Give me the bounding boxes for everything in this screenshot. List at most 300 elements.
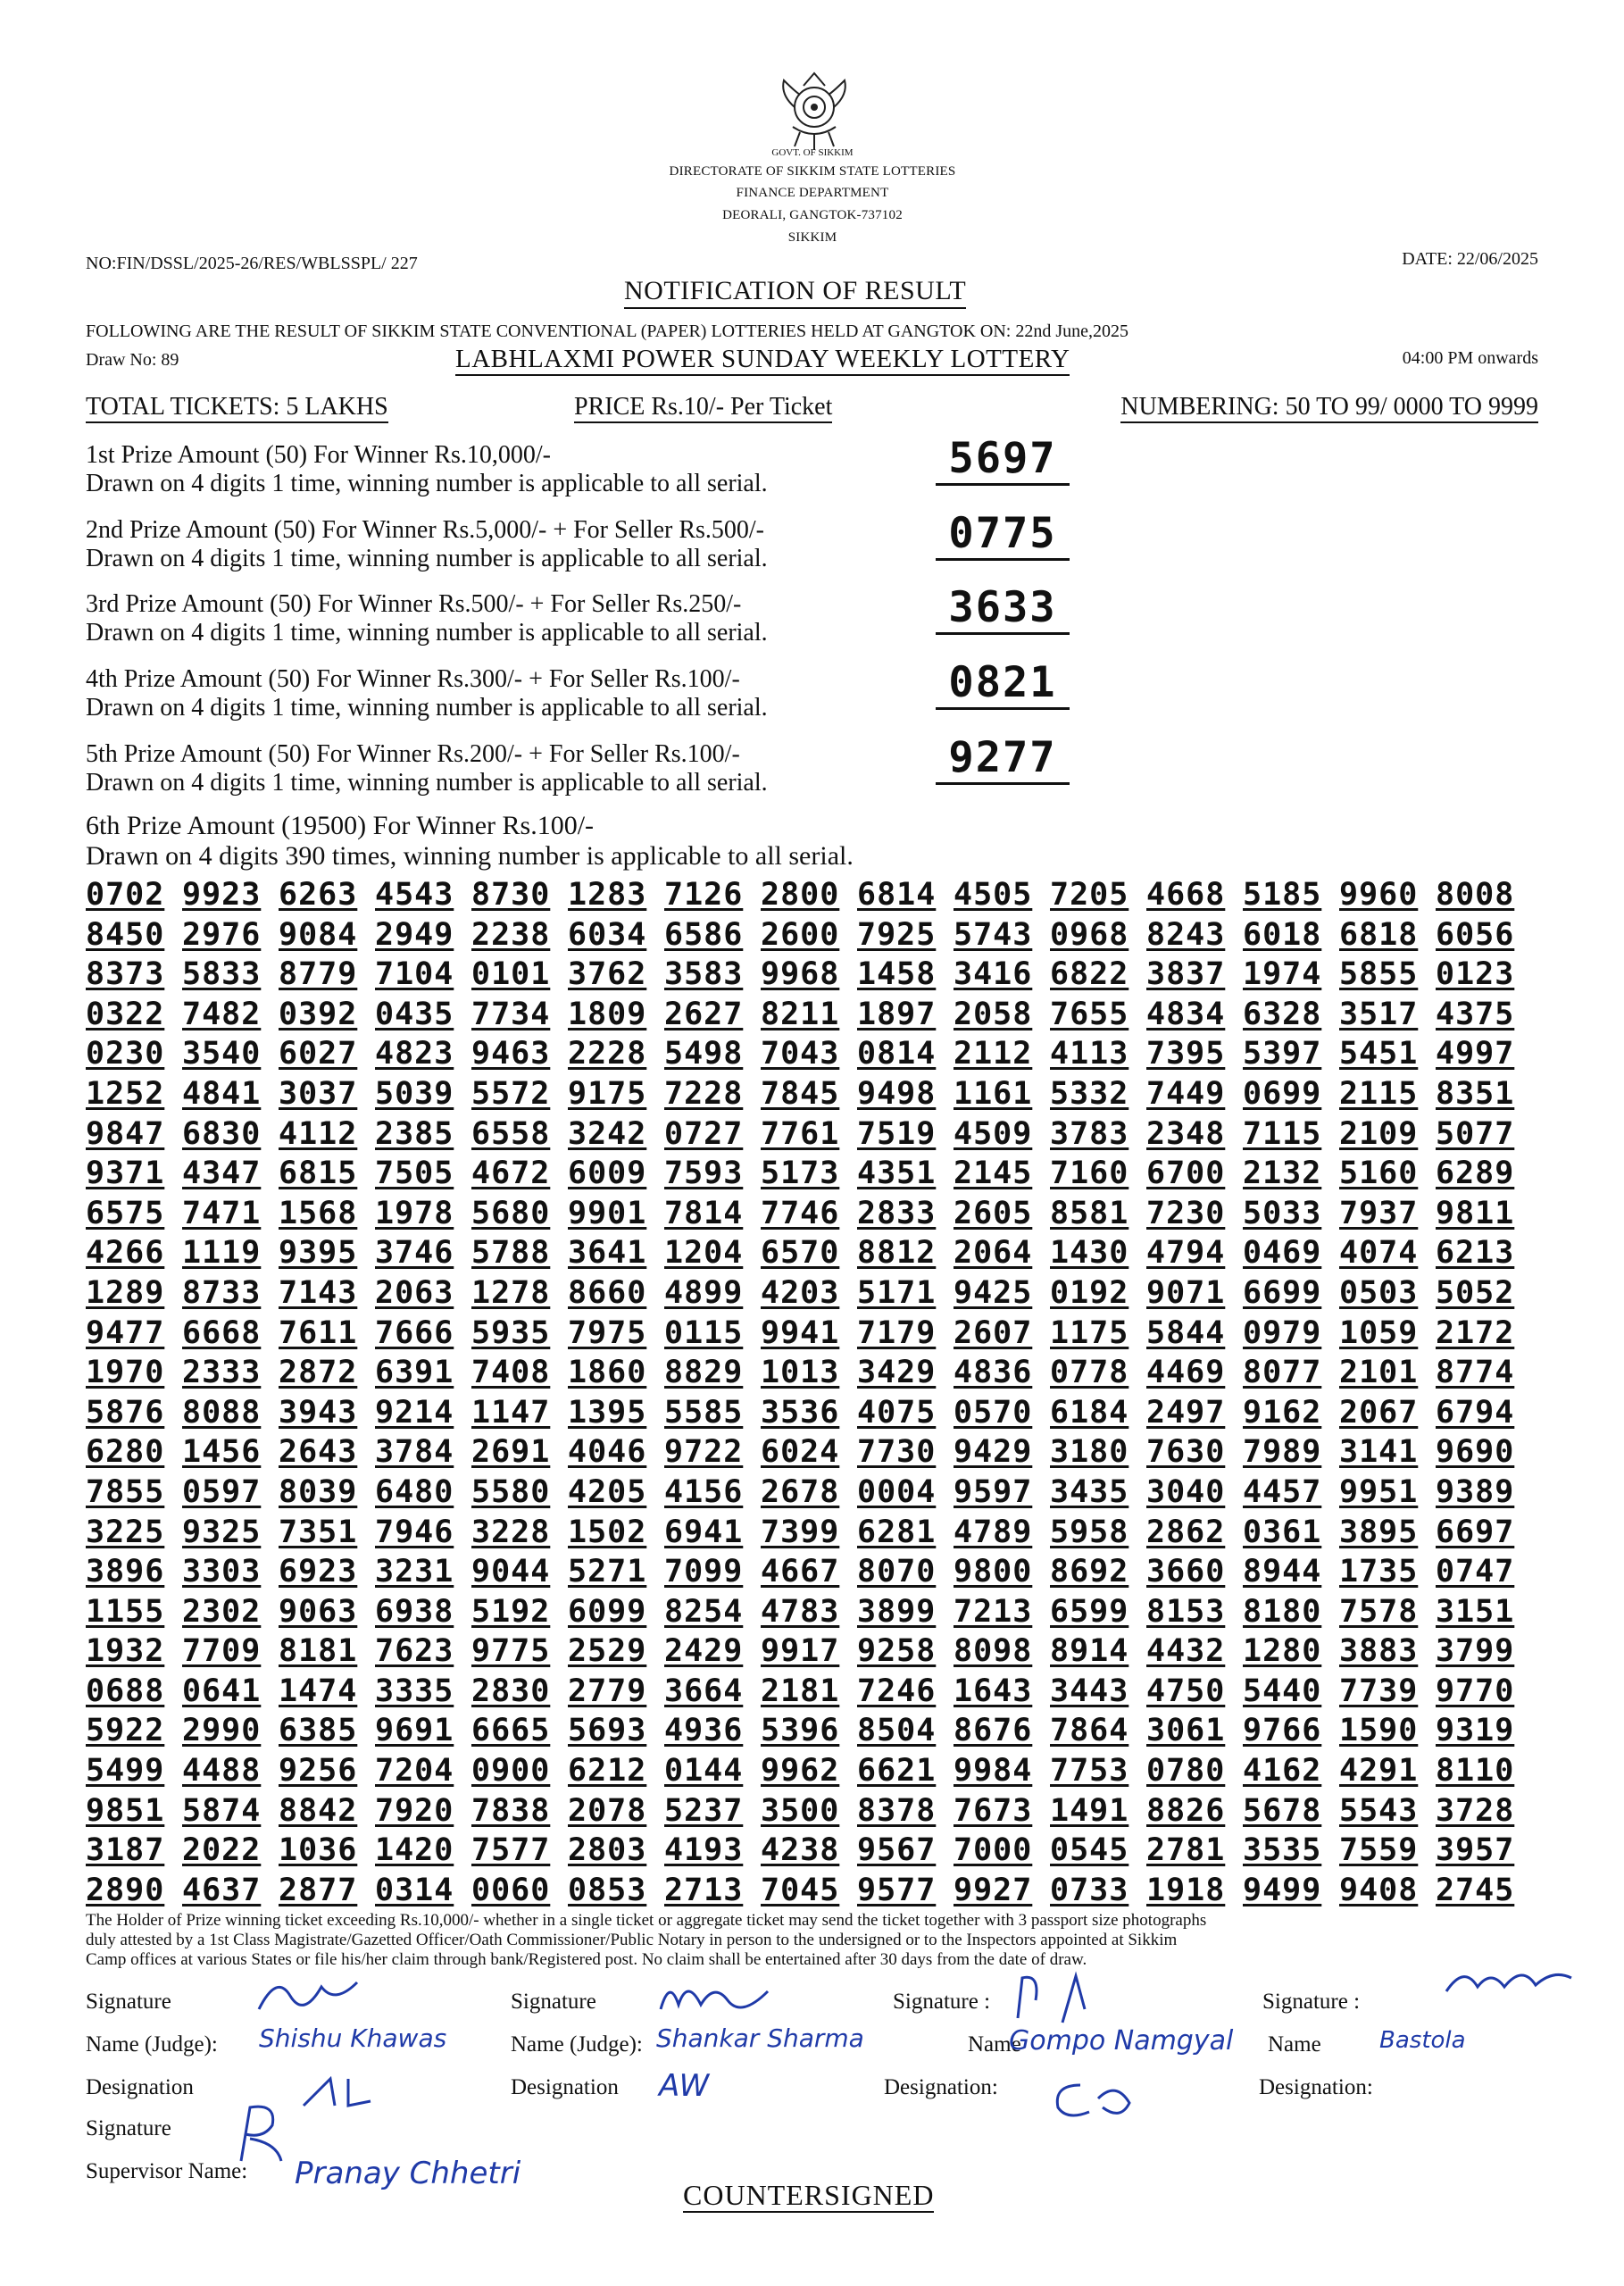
prize-6-winning-number: 3141: [1339, 1434, 1419, 1471]
supervisor-name-label: Supervisor Name:: [86, 2159, 248, 2183]
prize-6-winning-number: 9256: [279, 1753, 358, 1790]
prize-6-winning-number: 0314: [375, 1872, 454, 1908]
prize-6-number-row: [86, 1474, 1532, 1514]
prize-6-winning-number: 7989: [1243, 1434, 1322, 1471]
prize-6-winning-number: 0727: [664, 1115, 744, 1152]
prize-6-winning-number: 5185: [1243, 877, 1322, 913]
prize-6-winning-number: 3443: [1050, 1673, 1129, 1709]
judge3-designation-label: Designation:: [884, 2075, 998, 2099]
prize-6-winning-number: 4834: [1146, 996, 1226, 1032]
prize-6-winning-number: 9463: [471, 1036, 551, 1072]
prize-6-number-row: [86, 1076, 1532, 1116]
prize-6-winning-number: 3180: [1050, 1434, 1129, 1471]
prize-6-winning-number: 1119: [182, 1235, 262, 1272]
prize-6-winning-number: 6794: [1436, 1394, 1515, 1431]
prize-6-winning-number: 8692: [1050, 1554, 1129, 1590]
prize-6-winning-number: 0979: [1243, 1314, 1322, 1351]
prize-6-winning-number: 6212: [568, 1753, 647, 1790]
prize-6-winning-number: 9962: [761, 1753, 840, 1790]
emblem-caption: GOVT. OF SIKKIM: [771, 147, 854, 158]
judge2-handwritten-signature: [652, 1973, 795, 2023]
prize-6-winning-number: 2643: [279, 1434, 358, 1471]
prize-1-rule: Drawn on 4 digits 1 time, winning number is applicable to all serial.: [86, 470, 768, 497]
prize-6-winning-number: 3335: [375, 1673, 454, 1709]
prize-6-winning-number: 8088: [182, 1394, 262, 1431]
prize-6-winning-number: 9214: [375, 1394, 454, 1431]
prize-6-winning-number: 0641: [182, 1673, 262, 1709]
prize-6-winning-number: 7925: [857, 916, 937, 953]
prize-6-winning-number: 7104: [375, 956, 454, 993]
prize-6-winning-number: 6263: [279, 877, 358, 913]
prize-6-winning-number: 7673: [954, 1792, 1033, 1829]
prize-6-number-row: [86, 1235, 1532, 1275]
prize-6-winning-number: 7099: [664, 1554, 744, 1590]
prize-6-winning-number: 3225: [86, 1514, 165, 1550]
prize-6-winning-number: 6480: [375, 1473, 454, 1510]
prize-6-winning-number: 5585: [664, 1394, 744, 1431]
prize-6-number-row: [86, 1873, 1532, 1913]
prize-6-winning-number: 1590: [1339, 1713, 1419, 1749]
prize-6-winning-number: 0115: [664, 1314, 744, 1351]
prize-6-winning-number: 9722: [664, 1434, 744, 1471]
prize-6-winning-number: 3799: [1436, 1633, 1515, 1670]
prize-6-winning-number: 7855: [86, 1473, 165, 1510]
prize-6-winning-number: 7666: [375, 1314, 454, 1351]
prize-6-winning-number: 2115: [1339, 1075, 1419, 1112]
prize-6-winning-number: 6099: [568, 1593, 647, 1630]
prize-6-winning-number: 9770: [1436, 1673, 1515, 1709]
prize-6-winning-number: 1568: [279, 1195, 358, 1231]
prize-6-winning-number: 1155: [86, 1593, 165, 1630]
prize-6-winning-number: 6391: [375, 1355, 454, 1391]
prize-6-winning-number: 4899: [664, 1274, 744, 1311]
prize-6-winning-number: 8098: [954, 1633, 1033, 1670]
prize-6-winning-number: 7864: [1050, 1713, 1129, 1749]
prize-6-winning-number: 1283: [568, 877, 647, 913]
prize-2-description: [86, 516, 907, 573]
prize-6-winning-number: 4488: [182, 1753, 262, 1790]
prize-6-winning-number: 2678: [761, 1473, 840, 1510]
prize-6-winning-number: 2172: [1436, 1314, 1515, 1351]
prize-6-number-row: [86, 1713, 1532, 1753]
prize-6-winning-number: 1059: [1339, 1314, 1419, 1351]
prize-6-winning-number: 5922: [86, 1713, 165, 1749]
prize-6-winning-number: 1147: [471, 1394, 551, 1431]
prize-6-winning-number: 7471: [182, 1195, 262, 1231]
prize-6-winning-number: 7975: [568, 1314, 647, 1351]
prize-6-number-row: [86, 1673, 1532, 1714]
prize-6-winning-number: 6815: [279, 1156, 358, 1192]
prize-6-winning-number: 9498: [857, 1075, 937, 1112]
header-line-address: DEORALI, GANGTOK-737102: [722, 208, 903, 222]
prize-6-winning-number: 3664: [664, 1673, 744, 1709]
prize-6-number-row: [86, 1196, 1532, 1236]
prize-6-winning-number: 5192: [471, 1593, 551, 1630]
prize-4-winning-number: 0821: [936, 659, 1070, 710]
prize-6-winning-number: 9851: [86, 1792, 165, 1829]
prize-6-winning-number: 6700: [1146, 1156, 1226, 1192]
prize-6-winning-number: 7559: [1339, 1832, 1419, 1869]
prize-6-winning-number: 5844: [1146, 1314, 1226, 1351]
prize-3-winning-number: 3633: [936, 584, 1070, 635]
prize-6-winning-number: 4841: [182, 1075, 262, 1112]
prize-6-winning-number: 7126: [664, 877, 744, 913]
prize-3-amount: 3rd Prize Amount (50) For Winner Rs.500/- + For Seller Rs.250/-: [86, 590, 742, 618]
prize-6-winning-number: 6621: [857, 1753, 937, 1790]
prize-6-winning-number: 9968: [761, 956, 840, 993]
prize-6-winning-number: 7937: [1339, 1195, 1419, 1231]
prize-6-winning-number: 4203: [761, 1274, 840, 1311]
prize-6-winning-number: 3784: [375, 1434, 454, 1471]
prize-6-winning-number: 5680: [471, 1195, 551, 1231]
prize-6-winning-number: 7395: [1146, 1036, 1226, 1072]
prize-6-winning-number: 2333: [182, 1355, 262, 1391]
prize-6-winning-number: 8842: [279, 1792, 358, 1829]
prize-6-winning-number: 8779: [279, 956, 358, 993]
prize-6-winning-number: 7043: [761, 1036, 840, 1072]
prize-6-winning-number: 8581: [1050, 1195, 1129, 1231]
prize-6-winning-number: 8243: [1146, 916, 1226, 953]
prize-6-winning-number: 5396: [761, 1713, 840, 1749]
prize-6-winning-number: 0144: [664, 1753, 744, 1790]
prize-1-description: [86, 441, 907, 498]
prize-6-winning-number: 3242: [568, 1115, 647, 1152]
prize-6-winning-number: 4074: [1339, 1235, 1419, 1272]
prize-6-winning-number: 4351: [857, 1156, 937, 1192]
prize-6-winning-number: 1932: [86, 1633, 165, 1670]
prize-6-winning-number: 4113: [1050, 1036, 1129, 1072]
prize-6-winning-number: 2833: [857, 1195, 937, 1231]
prize-6-number-row: [86, 1395, 1532, 1435]
prize-6-winning-number: 3416: [954, 956, 1033, 993]
judge2-name-label: Name (Judge):: [511, 2032, 643, 2057]
prize-6-number-row: [86, 1753, 1532, 1793]
prize-6-winning-number: 8826: [1146, 1792, 1226, 1829]
prize-6-winning-number: 5572: [471, 1075, 551, 1112]
prize-6-number-row: [86, 917, 1532, 957]
prize-6-winning-number: 2600: [761, 916, 840, 953]
prize-6-winning-number: 2803: [568, 1832, 647, 1869]
prize-6-winning-number: 1280: [1243, 1633, 1322, 1670]
prize-6-winning-number: 4836: [954, 1355, 1033, 1391]
draw-time: 04:00 PM onwards: [1402, 348, 1538, 368]
prize-6-winning-number: 2101: [1339, 1355, 1419, 1391]
prize-6-winning-number: 7045: [761, 1872, 840, 1908]
prize-6-number-row: [86, 1832, 1532, 1873]
prize-6-winning-number: 5498: [664, 1036, 744, 1072]
prize-6-winning-number: 8914: [1050, 1633, 1129, 1670]
judge3-handwritten-name: Gompo Namgyal: [1009, 2025, 1234, 2057]
prize-6-winning-number: 6558: [471, 1115, 551, 1152]
prize-6-winning-number: 7739: [1339, 1673, 1419, 1709]
prize-6-winning-number: 6024: [761, 1434, 840, 1471]
header-line-directorate: DIRECTORATE OF SIKKIM STATE LOTTERIES: [669, 164, 956, 179]
prize-6-winning-number: 7000: [954, 1832, 1033, 1869]
prize-5-amount: 5th Prize Amount (50) For Winner Rs.200/- + For Seller Rs.100/-: [86, 740, 740, 768]
prize-6-number-row: [86, 1554, 1532, 1594]
prize-6-winning-number: 7655: [1050, 996, 1129, 1032]
prize-1-winning-number: 5697: [936, 435, 1070, 486]
prize-6-winning-number: 3429: [857, 1355, 937, 1391]
supervisor-handwritten-name: Pranay Chhetri: [295, 2156, 521, 2191]
prize-6-winning-number: 2990: [182, 1713, 262, 1749]
prize-6-winning-number: 1430: [1050, 1235, 1129, 1272]
judge2-designation-label: Designation: [511, 2075, 619, 2099]
prize-6-winning-number: 0778: [1050, 1355, 1129, 1391]
prize-6-winning-number: 6814: [857, 877, 937, 913]
prize-6-winning-number: 2830: [471, 1673, 551, 1709]
prize-6-winning-number: 1978: [375, 1195, 454, 1231]
prize-6-winning-number: 1809: [568, 996, 647, 1032]
prize-6-winning-number: 4750: [1146, 1673, 1226, 1709]
prize-6-winning-number: 2228: [568, 1036, 647, 1072]
claim-notice-line: The Holder of Prize winning ticket exceeding Rs.10,000/- whether in a single ticket or aggregate ticket may send the ticket together with 3 passport size photographs: [86, 1911, 1207, 1930]
prize-6-number-row: [86, 1116, 1532, 1156]
prize-6-winning-number: 7228: [664, 1075, 744, 1112]
prize-6-winning-number: 2302: [182, 1593, 262, 1630]
prize-6-winning-number: 7630: [1146, 1434, 1226, 1471]
header-line-department: FINANCE DEPARTMENT: [736, 186, 889, 200]
prize-6-winning-number: 3037: [279, 1075, 358, 1112]
prize-6-winning-number: 6184: [1050, 1394, 1129, 1431]
prize-6-winning-number: 2238: [471, 916, 551, 953]
prize-6-winning-number: 9597: [954, 1473, 1033, 1510]
prize-6-winning-number: 7753: [1050, 1753, 1129, 1790]
prize-6-winning-number: 9389: [1436, 1473, 1515, 1510]
prize-6-winning-number: 6034: [568, 916, 647, 953]
prize-6-winning-number: 7399: [761, 1514, 840, 1550]
prize-6-amount: 6th Prize Amount (19500) For Winner Rs.100/-: [86, 811, 595, 840]
prize-6-winning-number: 9984: [954, 1753, 1033, 1790]
prize-6-winning-number: 7734: [471, 996, 551, 1032]
prize-6-winning-number: 9811: [1436, 1195, 1515, 1231]
prize-6-winning-number: 2800: [761, 877, 840, 913]
prize-3-rule: Drawn on 4 digits 1 time, winning number is applicable to all serial.: [86, 619, 768, 647]
judge2-handwritten-designation: AW: [659, 2068, 710, 2104]
prize-6-winning-number: 7814: [664, 1195, 744, 1231]
prize-6-winning-number: 2181: [761, 1673, 840, 1709]
prize-6-winning-number: 4162: [1243, 1753, 1322, 1790]
prize-6-winning-number: 7746: [761, 1195, 840, 1231]
prize-6-winning-number: 6575: [86, 1195, 165, 1231]
prize-6-winning-number: 9162: [1243, 1394, 1322, 1431]
prize-6-winning-number: 0101: [471, 956, 551, 993]
prize-6-winning-number: 7946: [375, 1514, 454, 1550]
prize-6-winning-number: 4375: [1436, 996, 1515, 1032]
prize-6-winning-number: 1036: [279, 1832, 358, 1869]
judge4-designation-label: Designation:: [1259, 2075, 1373, 2099]
prize-6-winning-number: 0060: [471, 1872, 551, 1908]
prize-6-winning-number: 1970: [86, 1355, 165, 1391]
prize-6-winning-number: 5451: [1339, 1036, 1419, 1072]
prize-6-winning-number: 7143: [279, 1274, 358, 1311]
prize-6-winning-number: 9690: [1436, 1434, 1515, 1471]
prize-6-winning-number: 9567: [857, 1832, 937, 1869]
prize-6-rule: Drawn on 4 digits 390 times, winning number is applicable to all serial.: [86, 841, 854, 871]
prize-6-winning-number: 0747: [1436, 1554, 1515, 1590]
notification-date: DATE: 22/06/2025: [1402, 249, 1538, 269]
prize-6-winning-number: 8733: [182, 1274, 262, 1311]
prize-6-winning-number: 7623: [375, 1633, 454, 1670]
prize-6-winning-number: 2497: [1146, 1394, 1226, 1431]
prize-6-winning-number: 0702: [86, 877, 165, 913]
prize-6-winning-number: 3151: [1436, 1593, 1515, 1630]
prize-6-winning-number: 5543: [1339, 1792, 1419, 1829]
prize-6-winning-number: 2145: [954, 1156, 1033, 1192]
claim-notice: [86, 1911, 1550, 1970]
prize-6-number-row: [86, 1036, 1532, 1076]
prize-6-winning-number: 2132: [1243, 1156, 1322, 1192]
prize-6-winning-number: 4046: [568, 1434, 647, 1471]
prize-6-winning-number: 2781: [1146, 1832, 1226, 1869]
judge3-handwritten-signature: [1000, 1969, 1125, 2027]
prize-6-number-row: [86, 1594, 1532, 1634]
prize-6-winning-number: 5678: [1243, 1792, 1322, 1829]
prize-6-winning-number: 4823: [375, 1036, 454, 1072]
prize-6-winning-number: 0503: [1339, 1274, 1419, 1311]
prize-6-winning-number: 1013: [761, 1355, 840, 1391]
prize-6-winning-number: 8153: [1146, 1593, 1226, 1630]
prize-6-winning-number: 9917: [761, 1633, 840, 1670]
prize-6-winning-number: 5440: [1243, 1673, 1322, 1709]
prize-6-winning-number: 8504: [857, 1713, 937, 1749]
prize-6-winning-number: 3500: [761, 1792, 840, 1829]
claim-notice-line: duly attested by a 1st Class Magistrate/Gazetted Officer/Oath Commissioner/Public Notary in person to the undersigned or to the Inspectors appointed at Sikkim: [86, 1931, 1178, 1949]
prize-6-winning-number: 5077: [1436, 1115, 1515, 1152]
prize-6-winning-number: 8730: [471, 877, 551, 913]
prize-6-winning-number: 9175: [568, 1075, 647, 1112]
prize-6-winning-number: 1974: [1243, 956, 1322, 993]
prize-6-winning-number: 6009: [568, 1156, 647, 1192]
prize-6-winning-number: 6056: [1436, 916, 1515, 953]
prize-6-winning-number: 2872: [279, 1355, 358, 1391]
prize-6-winning-number: 4266: [86, 1235, 165, 1272]
prize-6-winning-number: 8039: [279, 1473, 358, 1510]
prize-6-winning-number: 0469: [1243, 1235, 1322, 1272]
prize-6-winning-number: 0004: [857, 1473, 937, 1510]
countersigned-label: COUNTERSIGNED: [683, 2179, 935, 2211]
prize-6-winning-number: 2949: [375, 916, 454, 953]
prize-6-winning-number: 4238: [761, 1832, 840, 1869]
prize-6-winning-number: 7730: [857, 1434, 937, 1471]
prize-6-winning-number: 3540: [182, 1036, 262, 1072]
prize-6-winning-number: 4505: [954, 877, 1033, 913]
prize-6-winning-number: 0361: [1243, 1514, 1322, 1550]
prize-6-winning-number: 6665: [471, 1713, 551, 1749]
prize-6-winning-number: 1278: [471, 1274, 551, 1311]
prize-6-number-row: [86, 1434, 1532, 1474]
supervisor-signature-label: Signature: [86, 2116, 171, 2140]
prize-6-winning-number: 8450: [86, 916, 165, 953]
prize-6-winning-number: 7246: [857, 1673, 937, 1709]
prize-6-number-row: [86, 997, 1532, 1037]
prize-6-winning-number: 1395: [568, 1394, 647, 1431]
prize-6-winning-number: 2605: [954, 1195, 1033, 1231]
prize-6-winning-number: 4112: [279, 1115, 358, 1152]
prize-6-number-row: [86, 1315, 1532, 1356]
prize-6-winning-number: 3583: [664, 956, 744, 993]
prize-6-winning-number: 6697: [1436, 1514, 1515, 1550]
prize-6-winning-number: 9951: [1339, 1473, 1419, 1510]
prize-6-winning-number: 4193: [664, 1832, 744, 1869]
prize-5-winning-number: 9277: [936, 734, 1070, 785]
prize-6-winning-number: 6699: [1243, 1274, 1322, 1311]
prize-6-winning-number: 5033: [1243, 1195, 1322, 1231]
prize-6-winning-number: 3895: [1339, 1514, 1419, 1550]
prize-6-winning-number: 4783: [761, 1593, 840, 1630]
prize-6-winning-number: 1175: [1050, 1314, 1129, 1351]
prize-6-winning-number: 2607: [954, 1314, 1033, 1351]
prize-6-winning-number: 3762: [568, 956, 647, 993]
judge4-signature-label: Signature :: [1262, 1990, 1361, 2014]
prize-6-winning-number: 6818: [1339, 916, 1419, 953]
prize-6-winning-number: 9577: [857, 1872, 937, 1908]
prize-6-winning-number: 9044: [471, 1554, 551, 1590]
prize-6-winning-number: 6280: [86, 1434, 165, 1471]
claim-notice-line: Camp offices at various States or file his/her claim through bank/Registered post. No claim shall be entertained after 30 days from the date of draw.: [86, 1950, 1087, 1969]
ticket-numbering: NUMBERING: 50 TO 99/ 0000 TO 9999: [1120, 393, 1538, 423]
prize-6-winning-number: 3231: [375, 1554, 454, 1590]
prize-6-winning-number: 7449: [1146, 1075, 1226, 1112]
prize-6-winning-number: 2862: [1146, 1514, 1226, 1550]
prize-6-winning-number: 1161: [954, 1075, 1033, 1112]
prize-6-winning-number: 3535: [1243, 1832, 1322, 1869]
prize-6-winning-number: 2022: [182, 1832, 262, 1869]
prize-6-winning-number: 9927: [954, 1872, 1033, 1908]
prize-6-winning-number: 7578: [1339, 1593, 1419, 1630]
prize-6-winning-number: 0733: [1050, 1872, 1129, 1908]
prize-6-winning-number: 1456: [182, 1434, 262, 1471]
prize-6-winning-number: 3660: [1146, 1554, 1226, 1590]
reference-number: NO:FIN/DSSL/2025-26/RES/WBLSSPL/ 227: [86, 254, 418, 273]
prize-6-winning-number: 9425: [954, 1274, 1033, 1311]
prize-6-winning-number: 2063: [375, 1274, 454, 1311]
prize-6-winning-number: 1643: [954, 1673, 1033, 1709]
prize-6-winning-number: 1491: [1050, 1792, 1129, 1829]
prize-6-winning-number: 3783: [1050, 1115, 1129, 1152]
prize-6-winning-number: 9319: [1436, 1713, 1515, 1749]
judge1-signature-label: Signature: [86, 1990, 171, 2014]
prize-6-winning-number: 0570: [954, 1394, 1033, 1431]
prize-6-winning-number: 2348: [1146, 1115, 1226, 1152]
prize-6-winning-number: 2109: [1339, 1115, 1419, 1152]
prize-6-winning-number: 2067: [1339, 1394, 1419, 1431]
prize-6-description: [86, 811, 854, 872]
prize-6-winning-number: 4667: [761, 1554, 840, 1590]
ticket-price: PRICE Rs.10/- Per Ticket: [574, 393, 832, 423]
prize-6-winning-number: 1735: [1339, 1554, 1419, 1590]
prize-6-winning-number: 7160: [1050, 1156, 1129, 1192]
prize-6-winning-number: 2529: [568, 1633, 647, 1670]
prize-6-winning-number: 7408: [471, 1355, 551, 1391]
prize-6-winning-number: 9395: [279, 1235, 358, 1272]
prize-6-winning-number: 8180: [1243, 1593, 1322, 1630]
prize-6-winning-number: 8378: [857, 1792, 937, 1829]
judge1-name-label: Name (Judge):: [86, 2032, 218, 2057]
prize-6-winning-number: 8008: [1436, 877, 1515, 913]
prize-6-winning-number: 4794: [1146, 1235, 1226, 1272]
prize-6-winning-number: 5171: [857, 1274, 937, 1311]
prize-6-winning-number: 4936: [664, 1713, 744, 1749]
prize-6-winning-number: 8944: [1243, 1554, 1322, 1590]
prize-6-winning-number: 3943: [279, 1394, 358, 1431]
prize-6-winning-number: 3896: [86, 1554, 165, 1590]
prize-6-winning-number: 3040: [1146, 1473, 1226, 1510]
judge3-name-label: Name: [968, 2032, 1021, 2057]
prize-6-winning-number: 9499: [1243, 1872, 1322, 1908]
prize-5-rule: Drawn on 4 digits 1 time, winning number is applicable to all serial.: [86, 769, 768, 797]
prize-6-winning-number: 0814: [857, 1036, 937, 1072]
